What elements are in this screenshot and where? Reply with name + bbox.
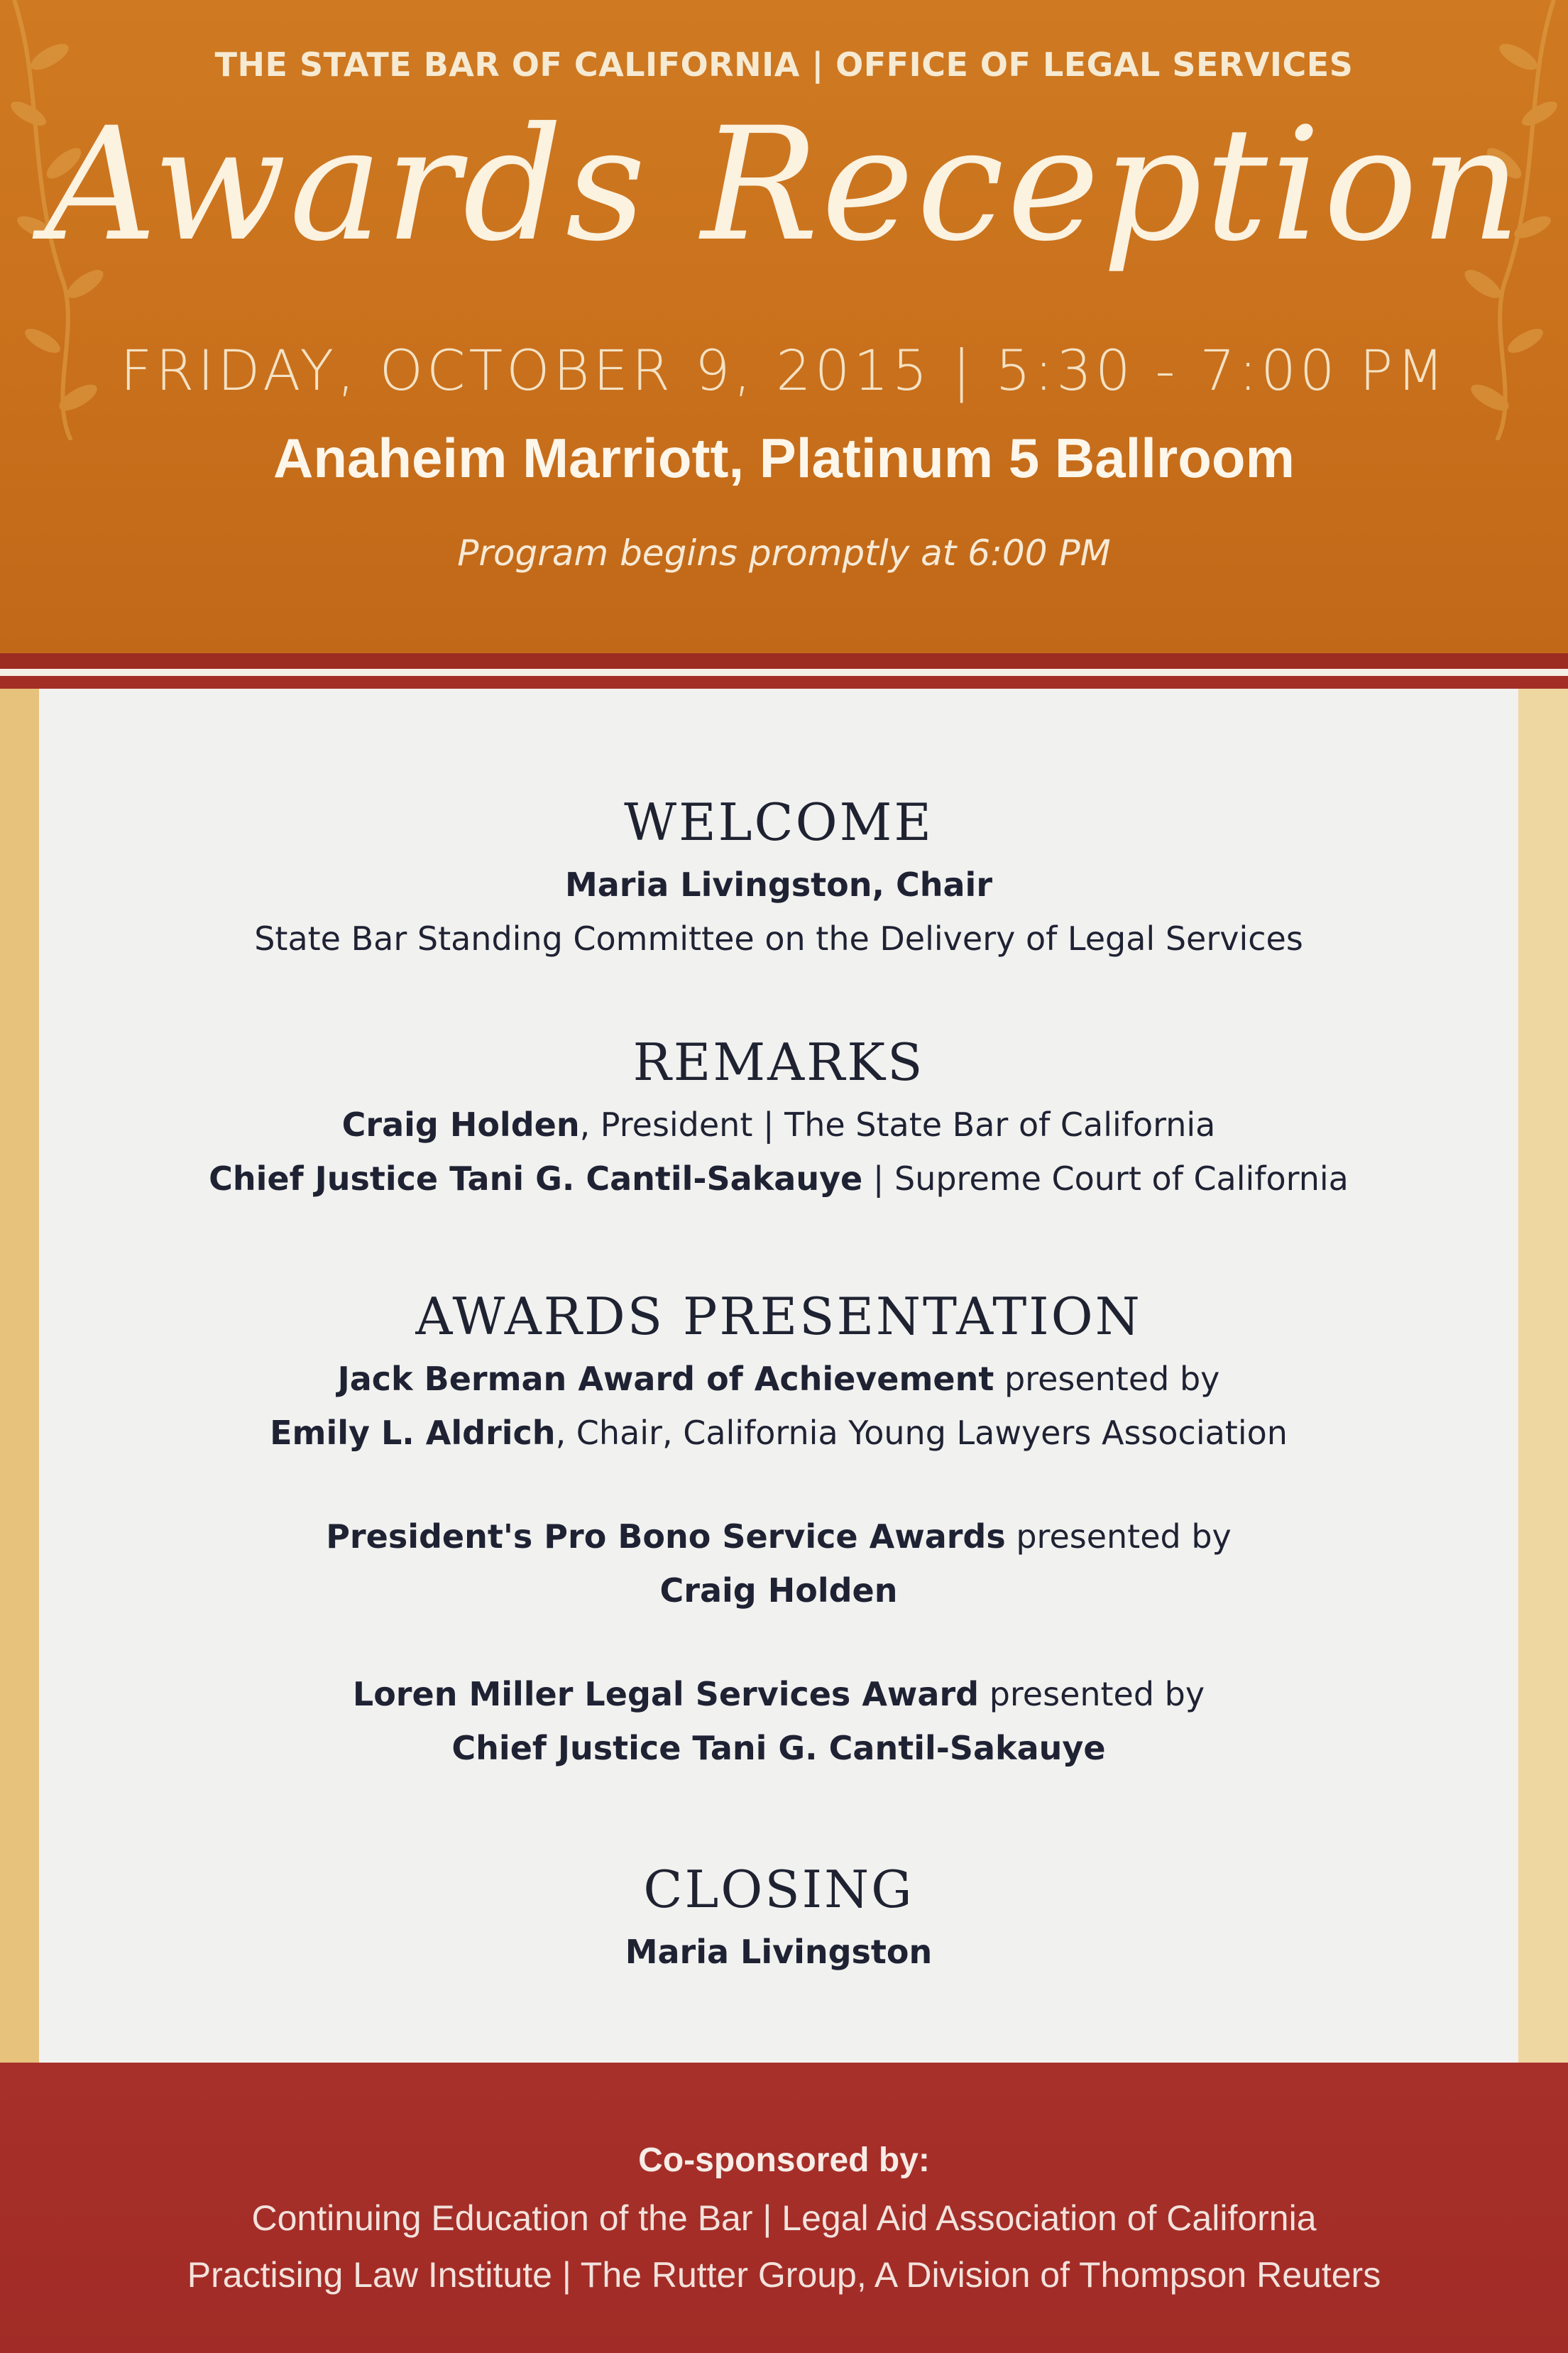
- award-3-presenter: [39, 1721, 1518, 1775]
- award-1-presenter: [39, 1406, 1518, 1460]
- gold-border-left: [0, 689, 39, 2066]
- event-title: Awards Reception: [44, 94, 1524, 275]
- remarks-speaker-2-name: Chief Justice Tani G. Cantil-Sakauye: [209, 1159, 863, 1198]
- divider-stripe-white: [0, 669, 1568, 676]
- divider-stripe-red-lower: [0, 676, 1568, 689]
- award-2-presented-by: presented by: [1005, 1517, 1232, 1556]
- award-1-name: Jack Berman Award of Achievement: [337, 1360, 994, 1398]
- closing-section: [39, 1860, 1518, 1979]
- award-2-presenter-name: Craig Holden: [659, 1571, 898, 1610]
- welcome-speaker: [39, 858, 1518, 912]
- cosponsored-label: Co-sponsored by:: [638, 2141, 930, 2179]
- remarks-heading: REMARKS: [632, 1032, 925, 1092]
- welcome-section: [39, 792, 1518, 966]
- award-3-presenter-name: Chief Justice Tani G. Cantil-Sakauye: [451, 1729, 1106, 1767]
- award-1: [39, 1352, 1518, 1406]
- award-1-presenter-title: , Chair, California Young Lawyers Association: [555, 1414, 1288, 1452]
- gold-border-right: [1518, 689, 1568, 2066]
- program-start-note: Program begins promptly at 6:00 PM: [457, 533, 1111, 574]
- remarks-speaker-2-title: | Supreme Court of California: [862, 1159, 1349, 1198]
- awards-heading: AWARDS PRESENTATION: [415, 1287, 1142, 1346]
- header-banner: [0, 0, 1568, 660]
- award-2: [39, 1509, 1518, 1563]
- award-1-presenter-name: Emily L. Aldrich: [270, 1414, 556, 1452]
- welcome-speaker-name: Maria Livingston, Chair: [564, 866, 993, 904]
- program-panel: [39, 689, 1518, 2066]
- award-3-presented-by: presented by: [979, 1675, 1205, 1713]
- sponsors-line-1: Continuing Education of the Bar | Legal Aid Association of California: [251, 2198, 1317, 2238]
- welcome-speaker-detail: State Bar Standing Committee on the Delivery of Legal Services: [254, 919, 1303, 958]
- sponsors-line-2: Practising Law Institute | The Rutter Group, A Division of Thompson Reuters: [187, 2255, 1381, 2295]
- award-2-presenter: [39, 1563, 1518, 1617]
- closing-speaker: [39, 1925, 1518, 1979]
- remarks-speaker-2: [39, 1152, 1518, 1206]
- awards-section: [39, 1287, 1518, 1775]
- remarks-section: [39, 1032, 1518, 1206]
- remarks-speaker-1-name: Craig Holden: [341, 1105, 580, 1144]
- event-venue: Anaheim Marriott, Platinum 5 Ballroom: [273, 427, 1295, 489]
- sponsor-footer: [0, 2063, 1568, 2353]
- event-date-time: FRIDAY, OCTOBER 9, 2015 | 5:30 - 7:00 PM: [120, 339, 1448, 403]
- award-3: [39, 1667, 1518, 1721]
- award-3-name: Loren Miller Legal Services Award: [352, 1675, 980, 1713]
- welcome-heading: WELCOME: [624, 792, 933, 852]
- closing-heading: CLOSING: [643, 1860, 914, 1919]
- remarks-speaker-1: [39, 1098, 1518, 1152]
- divider-stripe-red: [0, 653, 1568, 669]
- award-1-presented-by: presented by: [994, 1360, 1220, 1398]
- award-2-name: President's Pro Bono Service Awards: [326, 1517, 1006, 1556]
- remarks-speaker-1-title: , President | The State Bar of California: [579, 1105, 1216, 1144]
- closing-speaker-name: Maria Livingston: [625, 1933, 933, 1971]
- organization-line: THE STATE BAR OF CALIFORNIA | OFFICE OF LEGAL SERVICES: [214, 45, 1354, 84]
